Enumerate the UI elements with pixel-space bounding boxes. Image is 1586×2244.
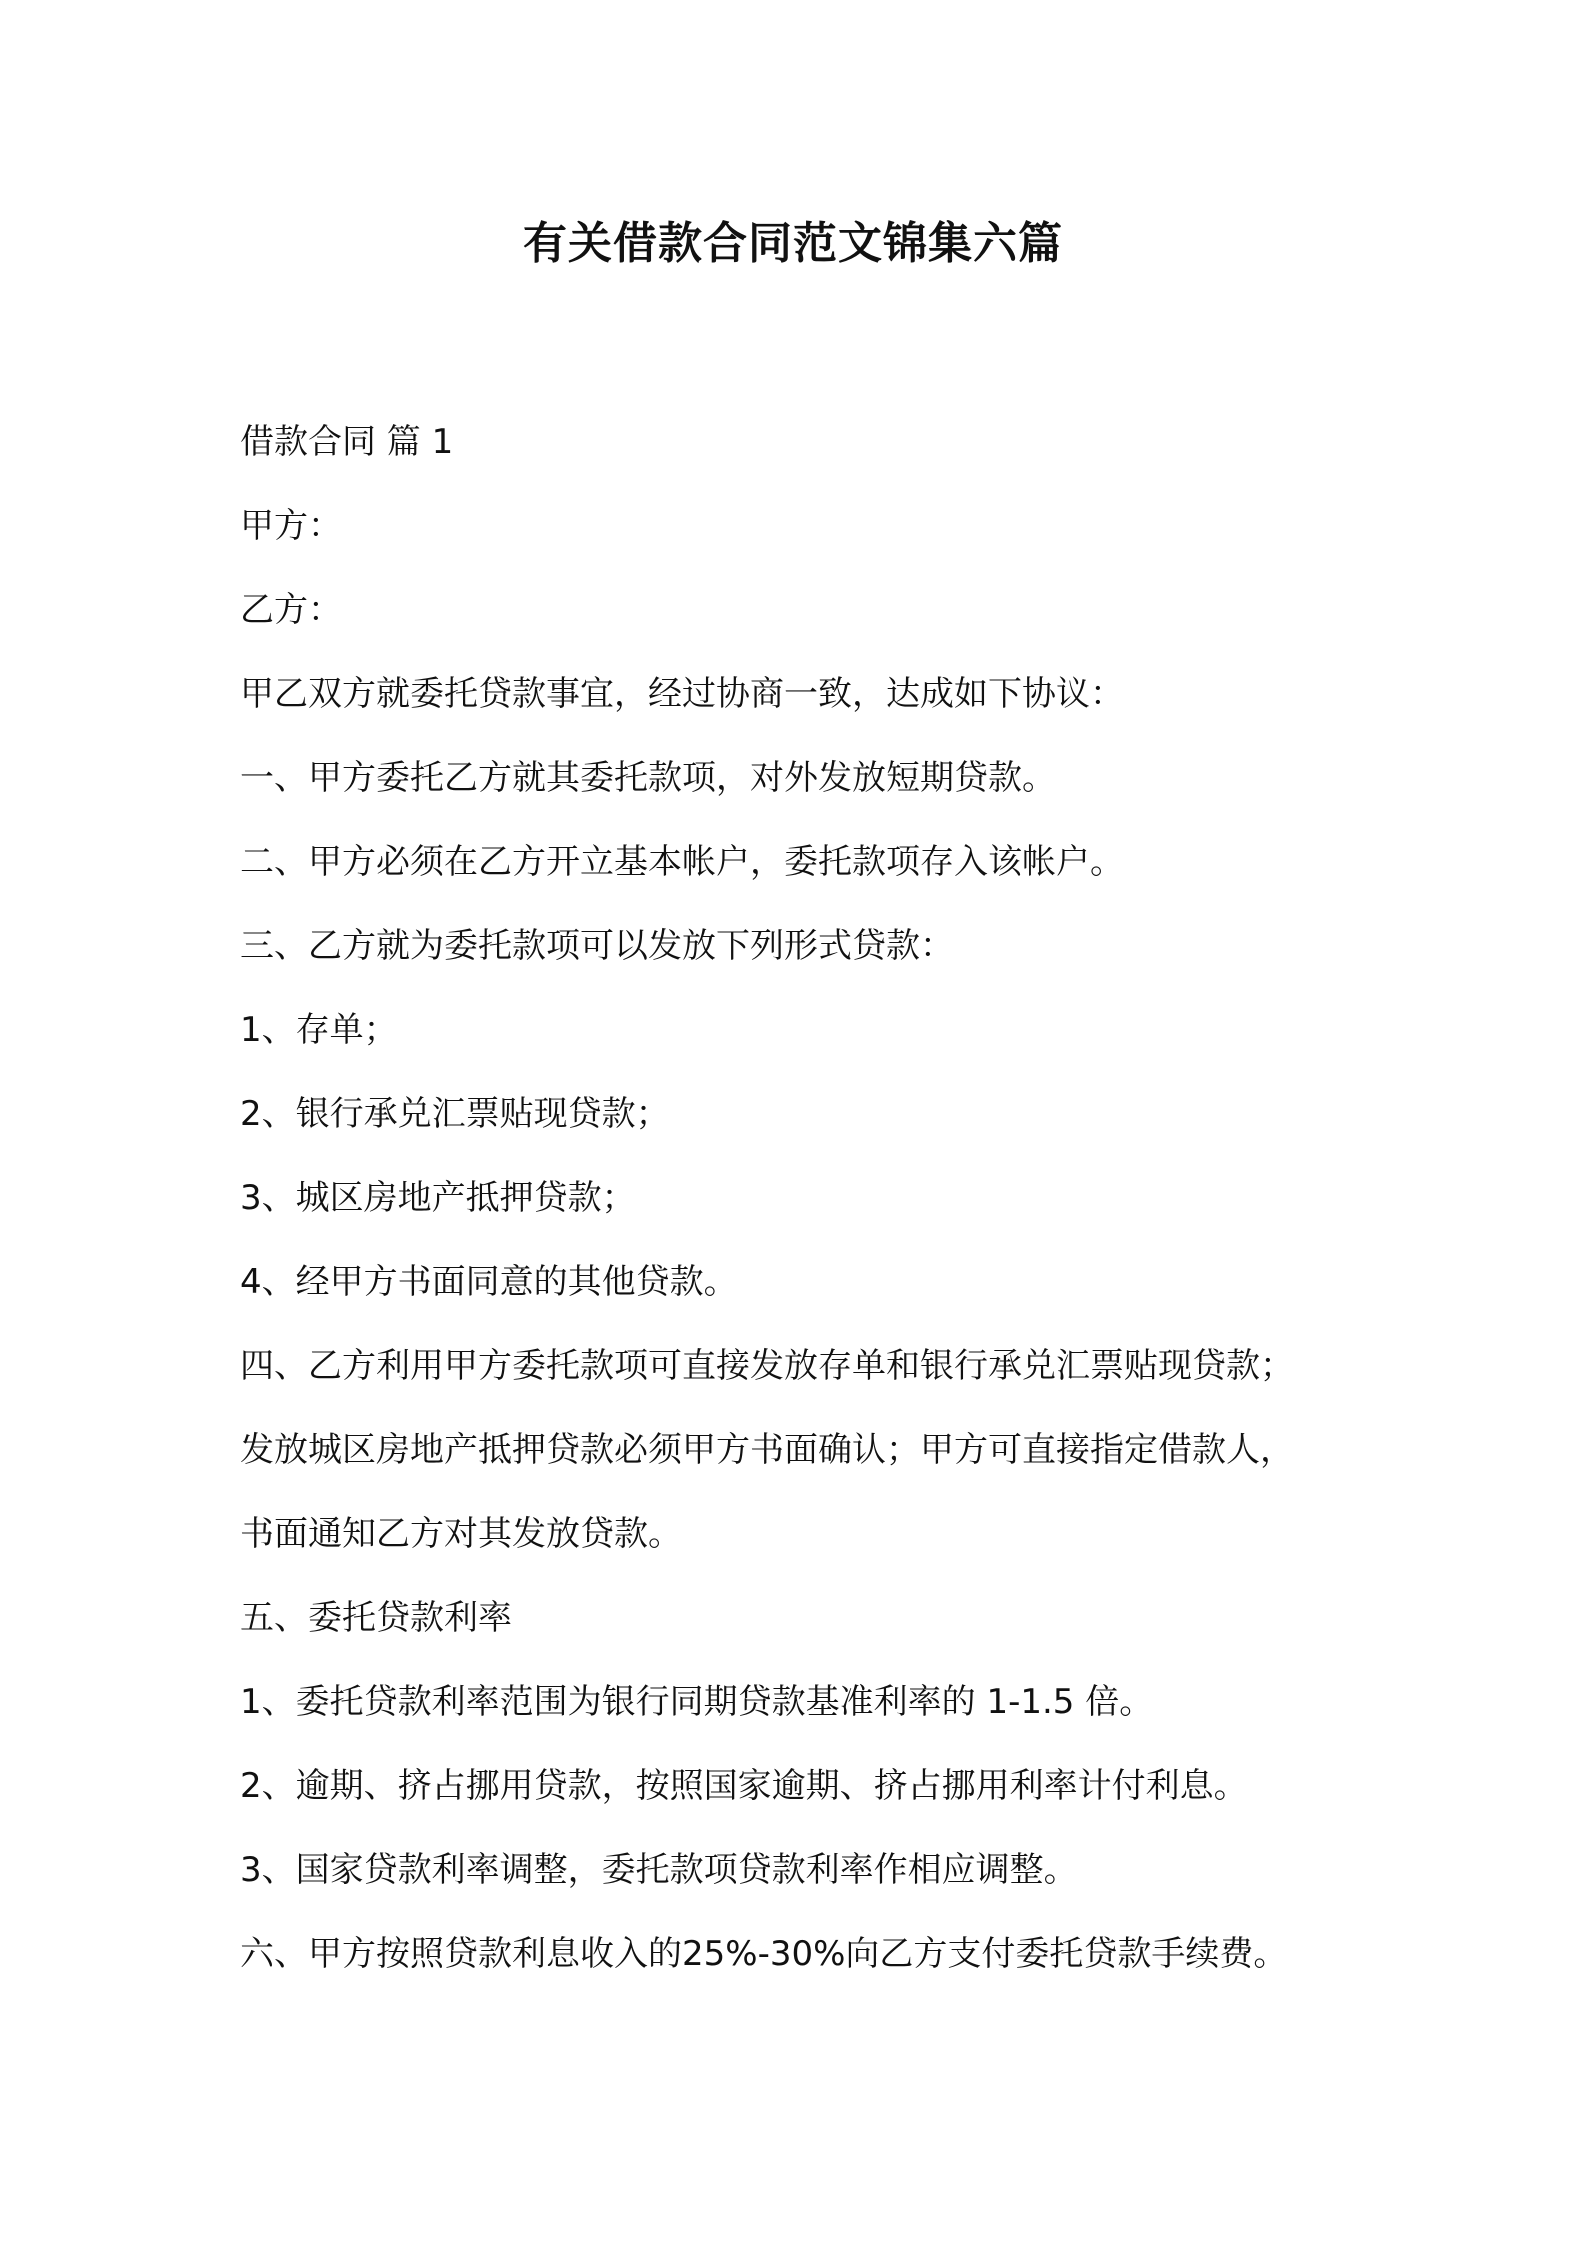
clause-3-item-3: 3、城区房地产抵押贷款； xyxy=(240,1178,636,1218)
clause-3-item-1: 1、存单； xyxy=(240,1010,398,1050)
clause-5-item-2: 2、逾期、挤占挪用贷款，按照国家逾期、挤占挪用利率计付利息。 xyxy=(240,1766,1248,1806)
clause-3-item-4: 4、经甲方书面同意的其他贷款。 xyxy=(240,1262,738,1302)
clause-3: 三、乙方就为委托款项可以发放下列形式贷款： xyxy=(240,926,954,966)
clause-2: 二、甲方必须在乙方开立基本帐户，委托款项存入该帐户。 xyxy=(240,842,1124,882)
agreement-intro: 甲乙双方就委托贷款事宜，经过协商一致，达成如下协议： xyxy=(240,674,1124,714)
clause-4-line-2: 发放城区房地产抵押贷款必须甲方书面确认；甲方可直接指定借款人， xyxy=(240,1430,1294,1470)
clause-6: 六、甲方按照贷款利息收入的25%-30%向乙方支付委托贷款手续费。 xyxy=(240,1934,1288,1974)
clause-1: 一、甲方委托乙方就其委托款项，对外发放短期贷款。 xyxy=(240,758,1056,798)
document-title: 有关借款合同范文锦集六篇 xyxy=(523,218,1063,269)
clause-5-item-3: 3、国家贷款利率调整，委托款项贷款利率作相应调整。 xyxy=(240,1850,1078,1890)
clause-4-line-1: 四、乙方利用甲方委托款项可直接发放存单和银行承兑汇票贴现贷款； xyxy=(240,1346,1294,1386)
clause-5-item-1: 1、委托贷款利率范围为银行同期贷款基准利率的 1-1.5 倍。 xyxy=(240,1682,1154,1722)
party-a-label: 甲方： xyxy=(240,506,342,546)
party-b-label: 乙方： xyxy=(240,590,342,630)
clause-3-item-2: 2、银行承兑汇票贴现贷款； xyxy=(240,1094,670,1134)
clause-5: 五、委托贷款利率 xyxy=(240,1598,512,1638)
clause-4-line-3: 书面通知乙方对其发放贷款。 xyxy=(240,1514,682,1554)
section-heading: 借款合同 篇 1 xyxy=(240,422,454,462)
document-body xyxy=(240,412,1400,2008)
